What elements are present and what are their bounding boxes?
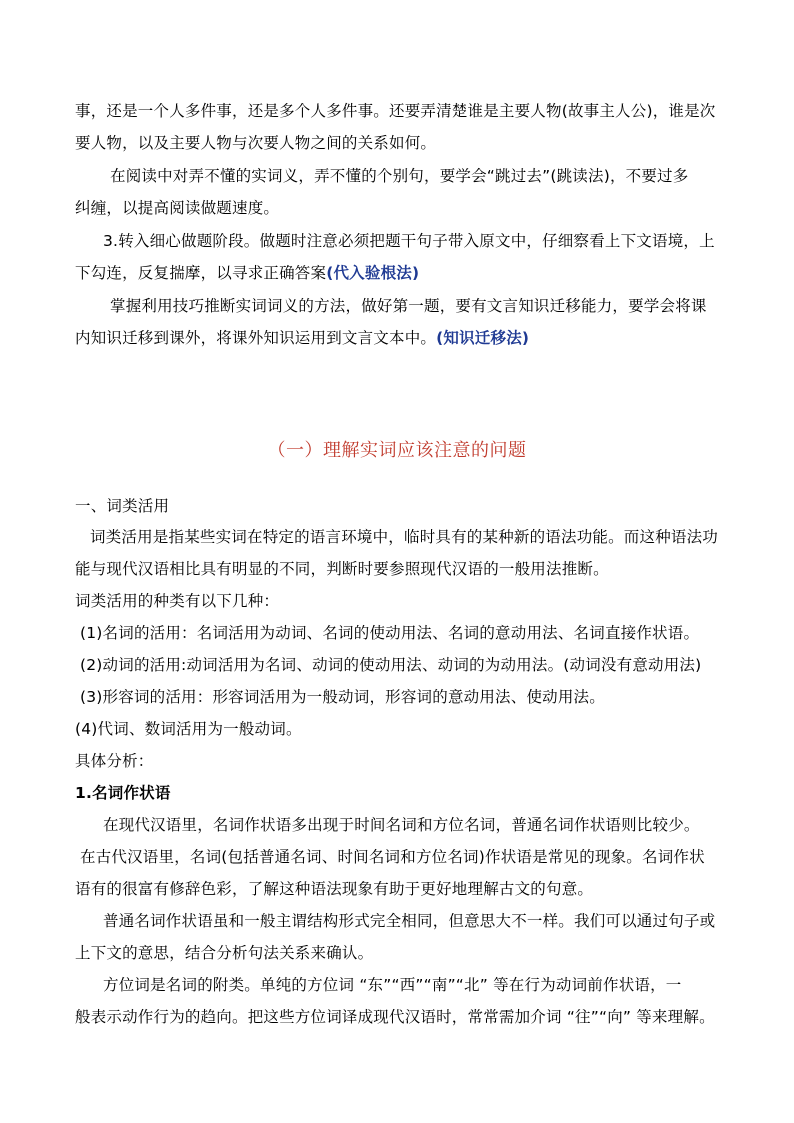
text-line: 词类活用是指某些实词在特定的语言环境中，临时具有的某种新的语法功能。而这种语法功: [90, 528, 719, 546]
text-line: 普通名词作状语虽和一般主谓结构形式完全相同，但意思大不一样。我们可以通过句子或: [103, 912, 716, 930]
text-span: 内知识迁移到课外，将课外知识运用到文言文本中。: [75, 329, 437, 347]
heading-text: 理解实词应该注意的问题: [323, 440, 527, 461]
method-tag: (知识迁移法): [436, 329, 530, 347]
list-item: (2)动词的活用:动词活用为名词、动词的使动用法、动词的为动用法。(动词没有意动用法): [80, 656, 702, 674]
text-line: 具体分析：: [75, 752, 154, 770]
text-line: 能与现代汉语相比具有明显的不同，判断时要参照现代汉语的一般用法推断。: [75, 560, 609, 578]
text-line: 方位词是名词的附类。单纯的方位词 “东”“西”“南”“北” 等在行为动词前作状语，一: [103, 976, 682, 994]
text-line: 语有的很富有修辞色彩，了解这种语法现象有助于更好地理解古文的句意。: [75, 880, 594, 898]
heading-number: （一）: [267, 440, 323, 461]
text-line: 般表示动作行为的趋向。把这些方位词译成现代汉语时，常常需加介词 “往”“向” 等来理解。: [75, 1008, 715, 1026]
text-line: 在古代汉语里，名词(包括普通名词、时间名词和方位名词)作状语是常见的现象。名词作状: [80, 848, 705, 866]
text-line: [75, 263, 419, 283]
text-line: 词类活用的种类有以下几种：: [75, 592, 280, 610]
list-item: (4)代词、数词活用为一般动词。: [75, 720, 302, 738]
text-line: 上下文的意思，结合分析句法关系来确认。: [75, 944, 374, 962]
section-heading: [0, 436, 794, 462]
text-line: 掌握利用技巧推断实词词义的方法，做好第一题，要有文言知识迁移能力，要学会将课: [110, 297, 707, 315]
list-item: (3)形容词的活用：形容词活用为一般动词，形容词的意动用法、使动用法。: [80, 688, 605, 706]
text-line: 纠缠，以提高阅读做题速度。: [75, 199, 280, 217]
list-item: (1)名词的活用：名词活用为动词、名词的使动用法、名词的意动用法、名词直接作状语。: [80, 624, 700, 642]
text-span: 下勾连，反复揣摩，以寻求正确答案: [75, 264, 327, 282]
text-line: 在现代汉语里，名词作状语多出现于时间名词和方位名词，普通名词作状语则比较少。: [103, 816, 700, 834]
text-line: 要人物，以及主要人物与次要人物之间的关系如何。: [75, 134, 437, 152]
text-line: [75, 328, 529, 348]
text-line: 在阅读中对弄不懂的实词义，弄不懂的个别句，要学会“跳过去”(跳读法)，不要过多: [110, 167, 689, 185]
text-line: 3.转入细心做题阶段。做题时注意必须把题干句子带入原文中，仔细察看上下文语境，上: [103, 232, 715, 250]
text-line: 事，还是一个人多件事，还是多个人多件事。还要弄清楚谁是主要人物(故事主人公)，谁是次: [75, 102, 716, 120]
subsection-title: 一、词类活用: [75, 497, 170, 515]
subsection-title: 1.名词作状语: [75, 784, 171, 802]
method-tag: (代入验根法): [326, 264, 420, 282]
